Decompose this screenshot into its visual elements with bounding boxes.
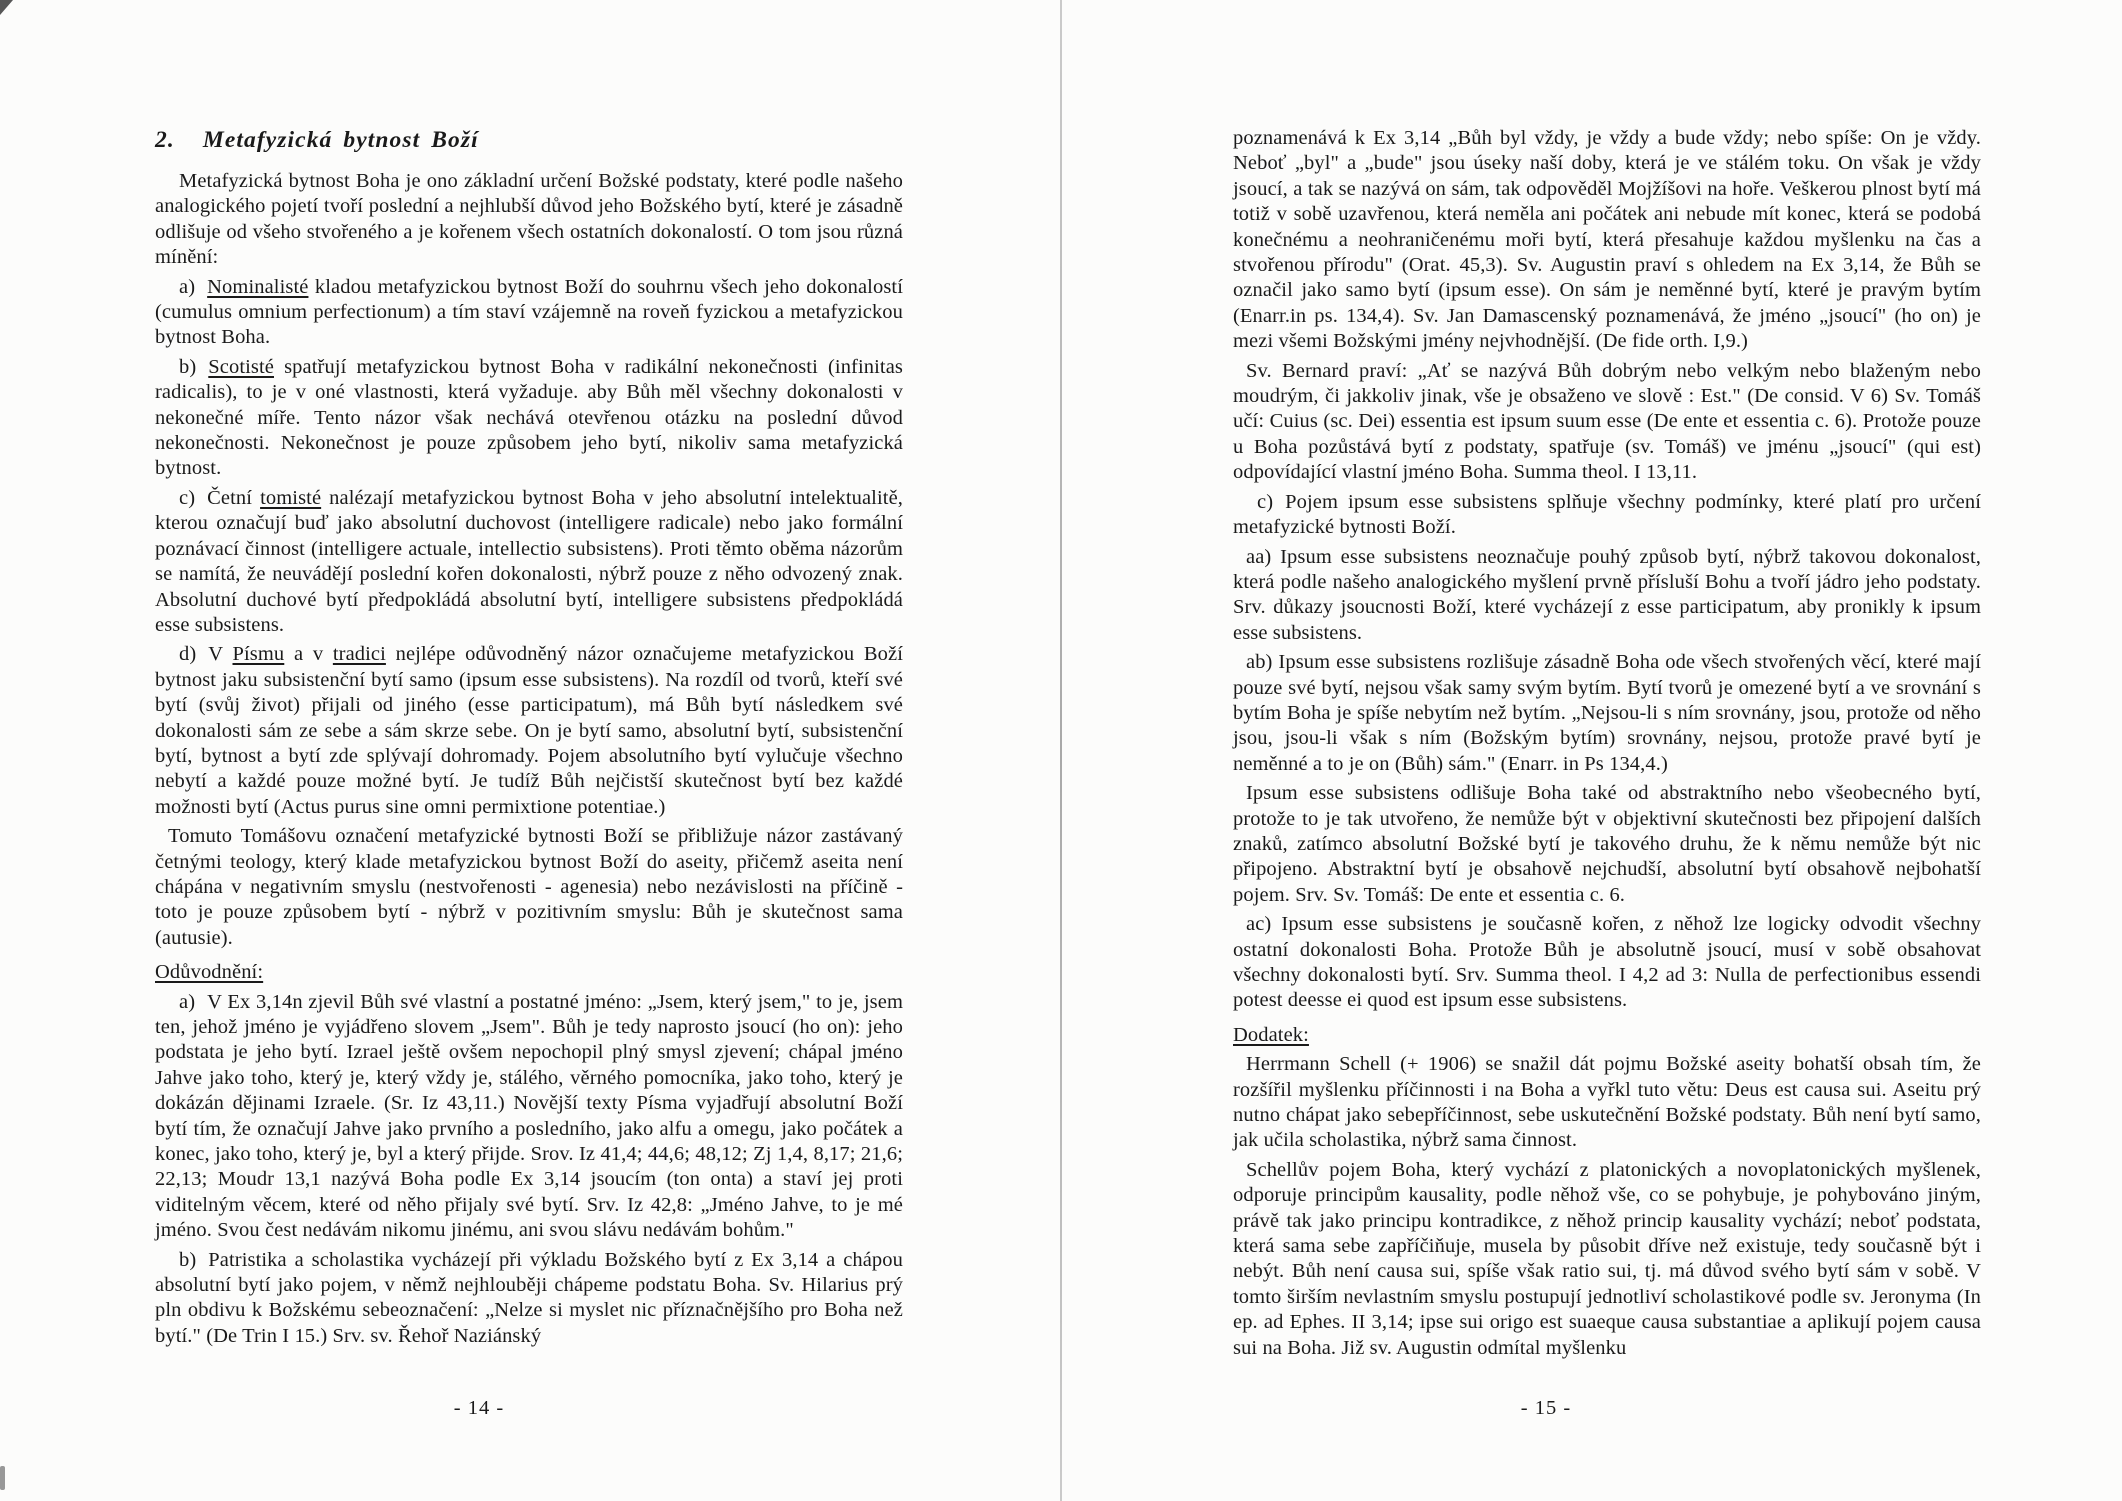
item-text: Patristika a scholastika vycházejí při výkladu Božského bytí z Ex 3,14 a chápou absolutní bytí jako pojem, v němž nejhlouběji chápeme podstatu Boha. Sv. Hilarius prý pln obdivu k Božskému sebeoznačení: „Nelze si myslet nic příznačnějšího pro Boha než bytí." (De Trin I 15.) Srv. sv. Řehoř Naziánský xyxy=(155,1248,903,1347)
item-label-c: c) xyxy=(179,486,196,509)
item-text: nejlépe odůvodněný názor označujeme metafyzickou Boží bytnost jaku subsistenční bytí samo (ipsum esse subsistens). Na rozdíl od tvorů, kteří své bytí (svůj život) přijali od jiného (esse participatum), má Bůh bytí následkem své dokonalosti sám ze sebe a sám skrze sebe. On je bytí samo, absolutní bytí, subsistenční bytí, bytnost a bytí zde splývají dohromady. Pojem absolutního bytí vylučuje všechno nebytí a každé pouze možné bytí. Je tudíž Bůh nejčistší skutečnost bytí bez každé možnosti bytí (Actus purus sine omni permixtione potentiae.) xyxy=(155,643,903,818)
subheading-dodatek xyxy=(1233,1023,1981,1048)
subheading-text: Odůvodnění: xyxy=(155,961,264,984)
item-text: V xyxy=(208,643,233,666)
item-label-a: a) xyxy=(179,275,196,298)
paragraph-item-d xyxy=(155,642,903,820)
paragraph-continuation: poznamenává k Ex 3,14 „Bůh byl vždy, je vždy a bude vždy; nebo spíše: On je vždy. Neboť „byl" a „bude" jsou úseky naší doby, která je ve stálém toku. On však je vždy jsoucí, a tak se nazývá on sám, tak odpověděl Mojžíšovi na hoře. Veškerou plnost bytí má totiž v sobě uzavřenou, která neměla ani počátek ani nebude mít konec, která se podobá konečnému a neohraničenému moři bytí, která přesahuje každou myšlenku na čas a stvořenou přírodu" (Orat. 45,3). Sv. Augustin praví s ohledem na Ex 3,14, že Bůh se označil jako samo bytí (ipsum esse). On sám je neměnné bytí, které je pravým bytím (Enarr.in ps. 134,4). Sv. Jan Damascenský poznamenává, že jméno „jsoucí" (ho on) je mezi všemi Božskými jmény nejvhodnější. (De fide orth. I,9.) xyxy=(1233,127,1981,353)
paragraph-schell-2: Schellův pojem Boha, který vychází z platonických a novoplatonických myšlenek, odporuje principům kausality, podle něhož vše, co se pohybuje, je pohybováno jiným, právě tak jako principu kontradikce, z něhož princip kausality vychází; neboť podstata, která sama sebe zapříčiňuje, musela by působit dříve než existuje, tedy současně být i nebýt. Bůh není causa sui, spíše však ratio sui, tj. má důvod svého bytí sám v sobě. V tomto širším nevlastním smyslu postupují jednotliví scholastikové podle sv. Jeronyma (In ep. ad Ephes. II 3,14; ipse sui origo est suaeque causa substantiae a aplikují pojem causa sui na Boha. Již sv. Augustin odmítal myšlenku xyxy=(1233,1158,1981,1359)
paragraph-item-ac: ac) Ipsum esse subsistens je současně kořen, z něhož lze logicky odvodit všechny ostatní dokonalosti Boha. Protože Bůh je absolutně jsoucí, musí v sobě obsahovat všechny dokonalosti bytí. Srv. Summa theol. I 4,2 ad 3: Nulla de perfectionibus essendi potest deesse ei quod est ipsum esse subsistens. xyxy=(1233,913,1981,1012)
page-right xyxy=(1233,126,1981,1361)
page-fold-divider xyxy=(1060,0,1062,1501)
paragraph-bernard: Sv. Bernard praví: „Ať se nazývá Bůh dobrým nebo velkým nebo blaženým nebo moudrým, či jakkoliv jinak, vše je obsaženo ve slově : Est." (De consid. V 6) Sv. Tomáš učí: Cuius (sc. Dei) essentia est ipsum suum esse (De ente et essentia c. 6). Protože pouze u Boha pozůstává bytí z podstaty, spatřuje (sv. Tomáš) ve jménu „jsoucí" (qui est) odpovídající vlastní jméno Boha. Summa theol. I 13,11. xyxy=(1233,359,1981,484)
underlined-term: Scotisté xyxy=(208,355,274,378)
paragraph-aseity: Tomuto Tomášovu označení metafyzické bytnosti Boží se přibližuje názor zastávaný četnými teology, který klade metafyzickou bytnost Boží do aseity, přičemž aseita není chápána v negativním smyslu (nestvořenosti - agenesia) nebo nezávislosti na příčině - toto je pouze způsobem bytí - nýbrž v pozitivním smyslu: Bůh je skutečnost sama (autusie). xyxy=(155,825,903,949)
item-text: nalézají metafyzickou bytnost Boha v jeho absolutní intelektualitě, kterou označují buď jako absolutní duchovost (intelligere radicale) nebo jako formální poznávací činnost (intelligere actuale, intellectio subsistens). Proti těmto oběma názorům se namítá, že neuvádějí poslední kořen dokonalosti, nýbrž pouze z něho odvozený znak. Absolutní duchové bytí předpokládá absolutní bytí, intelligere subsistens předpokládá esse subsistens. xyxy=(155,486,903,636)
underlined-term: tomisté xyxy=(260,486,322,509)
item-text: kladou metafyzickou bytnost Boží do souhrnu všech jeho dokonalostí (cumulus omnium perfectionum) a tím staví vzájemně na roveň fyzickou a metafyzickou bytnost Boha. xyxy=(155,275,903,349)
paragraph-proof-b xyxy=(155,1248,903,1350)
underlined-term: Nominalisté xyxy=(207,275,309,298)
scan-artifact-edge xyxy=(0,1466,5,1490)
item-text: V Ex 3,14n zjevil Bůh své vlastní a postatné jméno: „Jsem, který jsem," to je, jsem ten, jehož jméno je vyjádřeno slovem „Jsem". Bůh je tedy naprosto jsoucí (ho on): jeho podstata je jeho bytí. Izrael ještě ovšem nepochopil plný smysl zjevení; chápal jméno Jahve jako toho, který je, který vždy je, stálého, věrného pomocníka, jako toho, který je dokázán dějinami Izraele. (Sr. Iz 43,11.) Novější texty Písma vyjadřují absolutní Boží bytí tím, že označují Jahve jako prvního a posledního, jako alfu a omegu, jako počátek a konec, jako toho, který je, byl a který přijde. Srov. Iz 41,4; 44,6; 48,12; Zj 1,4, 8,17; 21,6; 22,13; Moudr 13,1 nazývá Boha podle Ex 3,14 jsoucím (ton onta) a staví jej proti viditelným věcem, které od něho přijaly své bytí. Srv. Iz 42,8: „Jméno Jahve, to je mé jméno. Svou čest nedávám nikomu jinému, ani svou slávu nedávám bohům." xyxy=(155,990,903,1242)
paragraph-item-b xyxy=(155,355,903,482)
page-number-left: - 14 - xyxy=(453,1397,505,1419)
underlined-term: Písmu xyxy=(232,643,285,666)
item-text: spatřují metafyzickou bytnost Boha v radikální nekonečnosti (infinitas radicalis), to je v oné vlastnosti, která vyžaduje. aby Bůh měl všechny dokonalosti v nekonečné míře. Tento názor však nechává otevřenou otázku na poslední důvod nekonečnosti. Nekonečnost je pouze způsobem jeho bytí, nikoliv sama metafyzická bytnost. xyxy=(155,355,903,480)
paragraph-item-aa: aa) Ipsum esse subsistens neoznačuje pouhý způsob bytí, nýbrž takovou dokonalost, která podle našeho analogického myšlení prvně přísluší Bohu a tvoří jádro jeho podstaty. Srv. důkazy jsoucnosti Boží, které vycházejí z esse participatum, aby pronikly k ipsum esse subsistens. xyxy=(1233,545,1981,644)
item-label-d: d) xyxy=(179,643,197,666)
paragraph-item-a xyxy=(155,275,903,351)
paragraph-intro: Metafyzická bytnost Boha je ono základní určení Božské podstaty, které podle našeho analogického pojetí tvoří poslední a nejhlubší důvod jeho Božského bytí, které je zásadně odlišuje od všeho stvořeného a je kořenem všech ostatních dokonalostí. O tom jsou různá mínění: xyxy=(155,170,903,269)
underlined-term: tradici xyxy=(332,643,386,666)
paragraph-item-c xyxy=(1233,490,1981,541)
item-text: Pojem ipsum esse subsistens splňuje všechny podmínky, které platí pro určení metafyzické bytnosti Boží. xyxy=(1233,490,1981,539)
item-label-b: b) xyxy=(179,1248,197,1271)
paragraph-schell-1: Herrmann Schell (+ 1906) se snažil dát pojmu Božské aseity bohatší obsah tím, že rozšířil myšlenku příčinnosti i na Boha a vyřkl tuto větu: Deus est causa sui. Aseitu prý nutno chápat jako sebepříčinnost, sebe uskutečnění Božské podstaty. Bůh není bytí samo, jak učila scholastika, nýbrž sama činnost. xyxy=(1233,1053,1981,1152)
item-text: a v xyxy=(284,643,333,666)
page-left xyxy=(155,126,903,1349)
section-heading xyxy=(155,126,903,154)
item-label-c: c) xyxy=(1257,490,1274,513)
item-label-a: a) xyxy=(179,990,196,1013)
section-title: Metafyzická bytnost Boží xyxy=(202,127,479,153)
paragraph-item-ab: ab) Ipsum esse subsistens rozlišuje zásadně Boha ode všech stvořených věcí, které mají pouze své bytí, nejsou však samy svým bytím. Bytí tvorů je omezené bytí a ve srovnání s bytím Boha je spíše nebytím než bytím. „Nejsou-li s ním srovnány, jsou, protože od něho jsou, jsou-li však s ním (Božským bytím) srovnány, nejsou, protože pravé bytí je neměnné a to je on (Bůh) sám." (Enarr. in Ps 134,4.) xyxy=(1233,651,1981,775)
subheading-oduvodneni xyxy=(155,960,903,985)
scan-artifact-corner xyxy=(0,0,13,15)
section-number: 2. xyxy=(155,127,175,153)
item-text: Četní xyxy=(207,486,261,509)
paragraph-abstract: Ipsum esse subsistens odlišuje Boha také od abstraktního nebo všeobecného bytí, protože to je tak utvořeno, že nemůže být v objektivní skutečnosti bez připojení dalších znaků, zatímco absolutní Božské bytí je takového druhu, že k němu nemůže být nic připojeno. Abstraktní bytí je obsahově nejchudší, absolutní bytí obsahově nejbohatší pojem. Srv. Sv. Tomáš: De ente et essentia c. 6. xyxy=(1233,782,1981,906)
subheading-text: Dodatek: xyxy=(1233,1023,1309,1046)
paragraph-item-c xyxy=(155,486,903,638)
paragraph-proof-a xyxy=(155,990,903,1244)
page-number-right: - 15 - xyxy=(1520,1397,1572,1419)
item-label-b: b) xyxy=(179,355,197,378)
